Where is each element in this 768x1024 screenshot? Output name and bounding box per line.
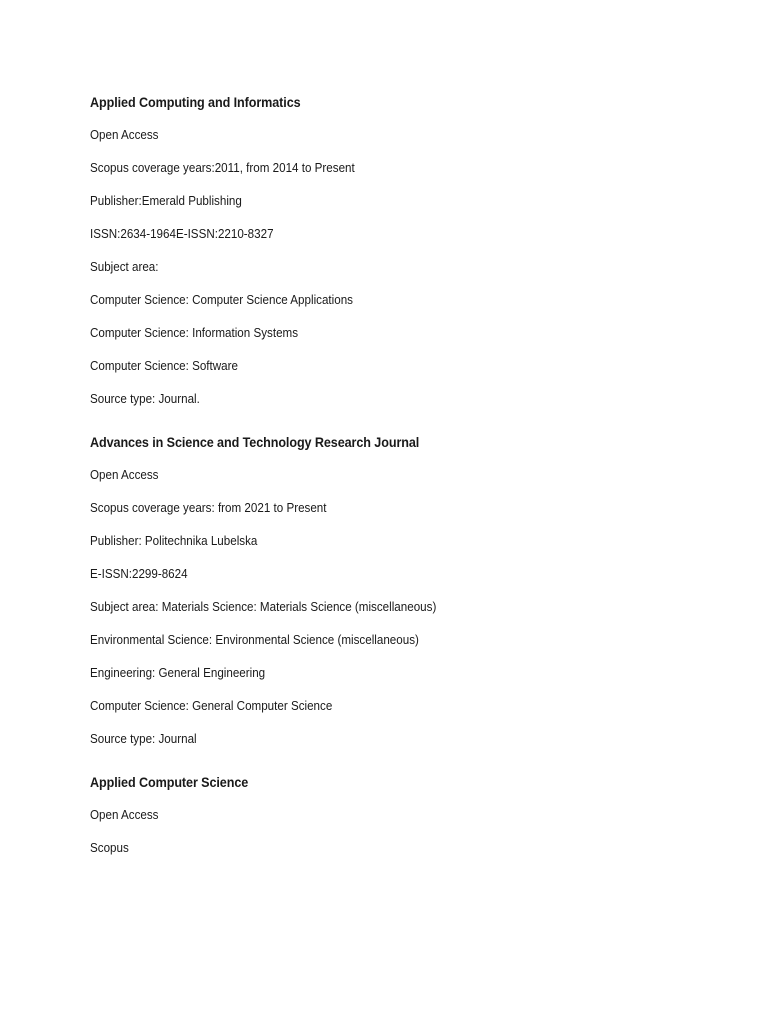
subject-area-item: Computer Science: General Computer Science [90,699,333,713]
journal-title: Applied Computing and Informatics [90,94,301,110]
journal-title: Advances in Science and Technology Research Journal [90,434,420,450]
publisher: Publisher:Emerald Publishing [90,194,242,208]
open-access-label: Open Access [90,808,159,822]
coverage-label: Scopus [90,841,129,855]
subject-area-item: Computer Science: Software [90,359,238,373]
subject-area-item: Engineering: General Engineering [90,666,266,680]
journal-entry [90,773,710,857]
source-type: Source type: Journal. [90,392,200,406]
issn: E-ISSN:2299-8624 [90,567,188,581]
subject-area-label: Subject area: [90,260,159,274]
coverage-years: Scopus coverage years:2011, from 2014 to Present [90,161,355,175]
publisher: Publisher: Politechnika Lubelska [90,534,258,548]
document-page [90,93,710,882]
open-access-label: Open Access [90,468,159,482]
open-access-label: Open Access [90,128,159,142]
coverage-years: Scopus coverage years: from 2021 to Present [90,501,327,515]
source-type: Source type: Journal [90,732,197,746]
subject-area-item: Computer Science: Computer Science Applications [90,293,354,307]
subject-area-item: Computer Science: Information Systems [90,326,299,340]
journal-entry [90,93,710,408]
issn: ISSN:2634-1964E-ISSN:2210-8327 [90,227,274,241]
journal-entry [90,433,710,748]
subject-area-item: Environmental Science: Environmental Science (miscellaneous) [90,633,419,647]
subject-area-item: Subject area: Materials Science: Materials Science (miscellaneous) [90,600,437,614]
journal-title: Applied Computer Science [90,774,249,790]
